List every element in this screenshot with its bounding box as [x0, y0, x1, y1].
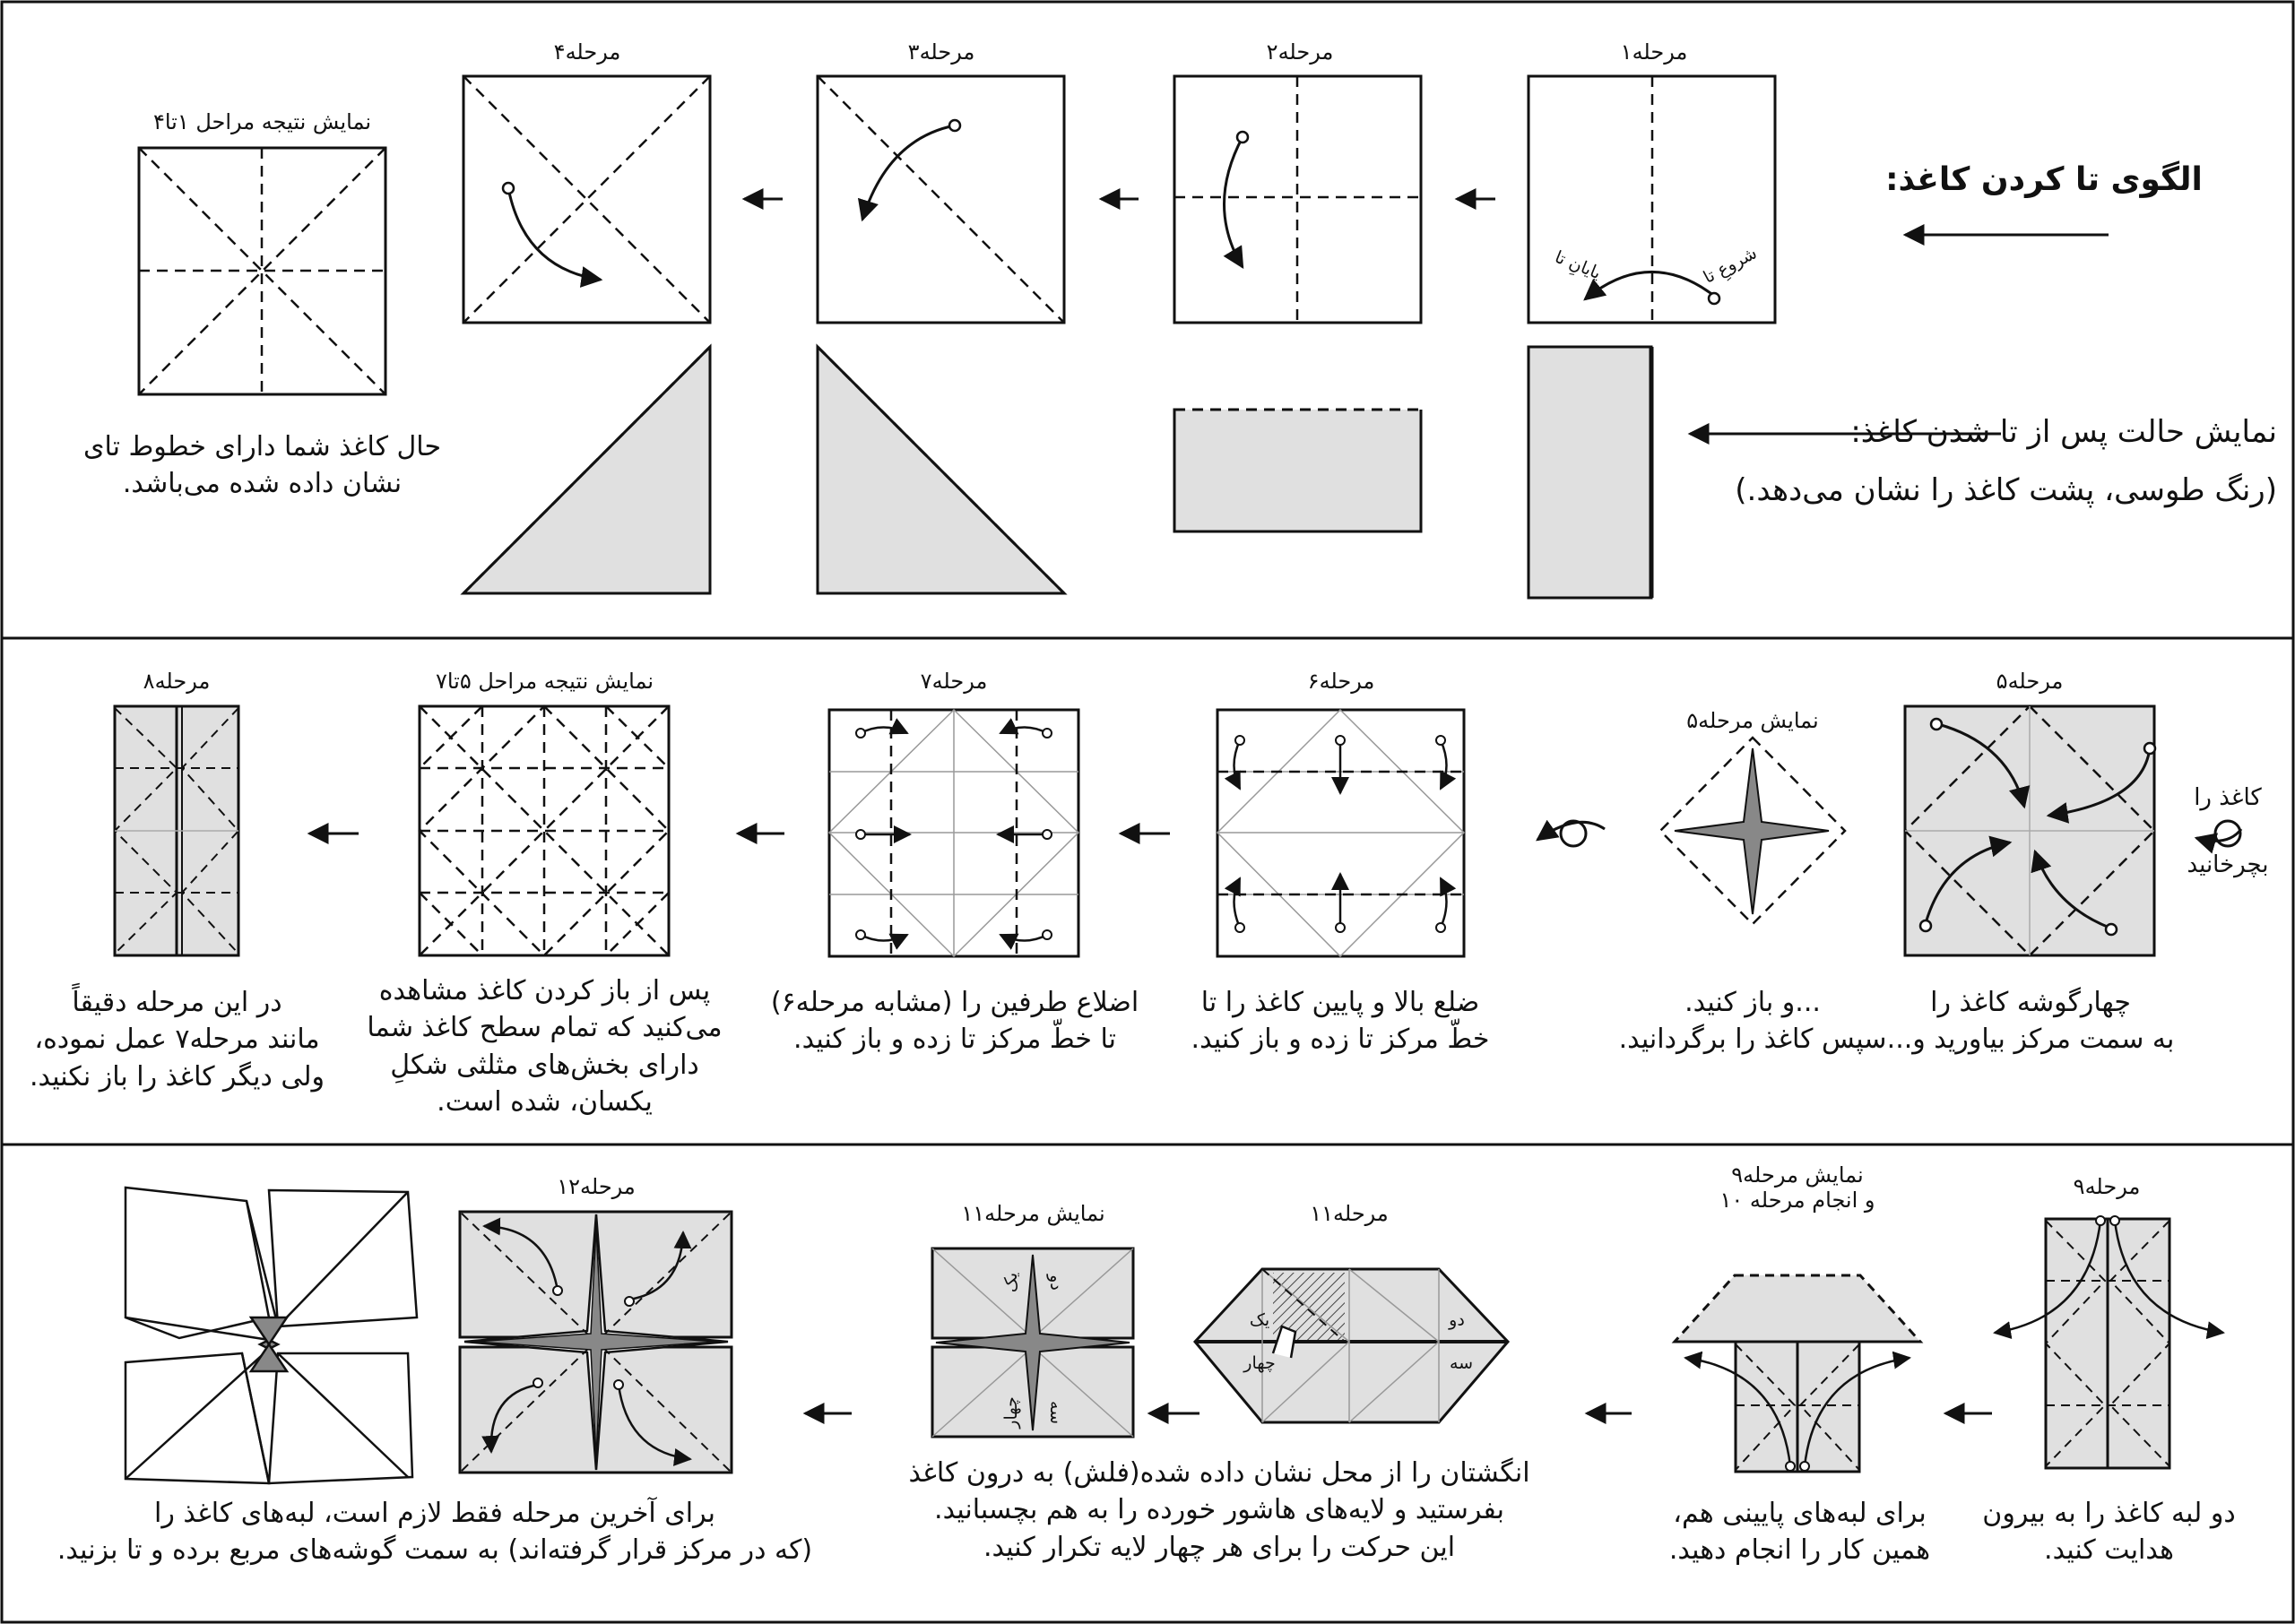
step5-label: مرحله۵ [1996, 669, 2064, 694]
result-1-4-square [139, 148, 385, 394]
step8-label: مرحله۸ [143, 669, 211, 694]
result-5-7-label: نمایش نتیجه مراحل ۵تا۷ [435, 669, 654, 694]
step6-square [1217, 710, 1464, 956]
step6-label: مرحله۶ [1307, 669, 1375, 694]
fold-arrow-icon [1225, 137, 1243, 267]
fold-arrow-icon [508, 188, 601, 280]
step2-label: مرحله۲ [1266, 39, 1334, 65]
step9-label: مرحله۹ [2073, 1174, 2141, 1199]
step9-shape [1995, 1216, 2223, 1468]
step1-square [1529, 76, 1775, 323]
turn-over-label-2: بچرخانید [2187, 851, 2269, 878]
legend-line-1: نمایش حالت پس از تا شدن کاغذ: [1850, 414, 2277, 450]
turn-over-icon [2196, 821, 2241, 846]
fold-start-label: شروعِ تا [1700, 243, 1761, 288]
show11-label-two: دو [1046, 1274, 1066, 1291]
step5-square [1905, 706, 2155, 955]
result-5-7-desc: پس از باز کردن کاغذ مشاهده می‌کنید که تمام سطح کاغذ شما دارای بخش‌های مثلثی شکلِ یکسان، شده است. [367, 975, 723, 1119]
show11-label-one: یک [1001, 1272, 1021, 1293]
legend-line-2: (رنگ طوسی، پشت کاغذ را نشان می‌دهد.) [1735, 472, 2277, 508]
final-shape [126, 1188, 417, 1483]
step11-shape [1195, 1269, 1508, 1422]
step7-square [829, 710, 1078, 956]
layer-label-one: یک [1249, 1310, 1270, 1330]
layer-label-two: دو [1449, 1310, 1465, 1330]
show11-label: نمایش مرحله۱۱ [961, 1201, 1105, 1226]
result-5-7-square [420, 706, 669, 955]
fold-arrow-icon [862, 125, 955, 220]
step5-desc: چهارگوشه کاغذ را به سمت مرکز بیاورید و... [1886, 987, 2175, 1056]
show11-label-four: چهار [1001, 1396, 1021, 1429]
show9-desc: برای لبه‌های پایینی هم، همین کار را انجام دهید. [1668, 1498, 1931, 1567]
step8-shape [115, 706, 238, 955]
step8-desc: در این مرحله دقیقاً مانند مرحله۷ عمل نموده، ولی دیگر کاغذ را باز نکنید. [29, 987, 325, 1093]
step4-square [463, 76, 710, 323]
show9-label: نمایش مرحله۹ و انجام مرحله ۱۰ [1719, 1162, 1875, 1213]
show9-shape [1675, 1275, 1920, 1472]
step2-square [1174, 76, 1421, 323]
result-1-4-label: نمایش نتیجه مراحل ۱تا۴ [152, 109, 372, 134]
step7-label: مرحله۷ [920, 669, 988, 694]
fold-end-label: پایانِ تا [1552, 246, 1604, 284]
step3-square [818, 76, 1064, 323]
step6-desc: ضلع بالا و پایین کاغذ را تا خطّ مرکز تا زده و باز کنید. [1191, 987, 1490, 1056]
turn-over-label-1: کاغذ را [2194, 784, 2262, 811]
show5-label: نمایش مرحله۵ [1686, 708, 1819, 733]
show5-desc: ...و باز کنید. سپس کاغذ را برگردانید. [1618, 987, 1887, 1056]
page-title: الگوی تا کردن کاغذ: [1885, 161, 2203, 198]
step7-desc: اضلاع طرفین را (مشابه مرحله۶) تا خطّ مرکز تا زده و باز کنید. [770, 987, 1139, 1056]
step11-desc: انگشتان را از محل نشان داده شده(فلش) به درون کاغذ بفرستید و لایه‌های هاشور خورده را به هم بچسبانید. این حرکت را برای هر چهار لایه تکرار کنید. [908, 1457, 1530, 1563]
step2-result-shape [1174, 410, 1421, 531]
step4-label: مرحله۴ [553, 39, 621, 65]
step3-label: مرحله۳ [907, 39, 975, 65]
step12-desc: برای آخرین مرحله فقط لازم است، لبه‌های کاغذ را (که در مرکز قرار گرفته‌اند) به سمت گوشه‌های مربع برده و تا بزنید. [56, 1498, 813, 1567]
step11-label: مرحله۱۱ [1310, 1201, 1389, 1226]
result-1-4-desc: حال کاغذ شما دارای خطوط تای نشان داده شده می‌باشد. [82, 431, 441, 500]
layer-label-four: چهار [1243, 1353, 1276, 1373]
layer-label-three: سه [1449, 1353, 1474, 1373]
step9-desc: دو لبه کاغذ را به بیرون هدایت کنید. [1982, 1498, 2236, 1567]
show11-shape [932, 1248, 1133, 1437]
step12-label: مرحله۱۲ [557, 1174, 636, 1199]
step1-label: مرحله۱ [1620, 39, 1688, 65]
show5-shape [1660, 738, 1845, 924]
step12-shape [460, 1212, 732, 1473]
step1-result-shape [1529, 347, 1651, 598]
turn-over-icon [1537, 821, 1605, 846]
show11-label-three: سه [1046, 1400, 1066, 1425]
